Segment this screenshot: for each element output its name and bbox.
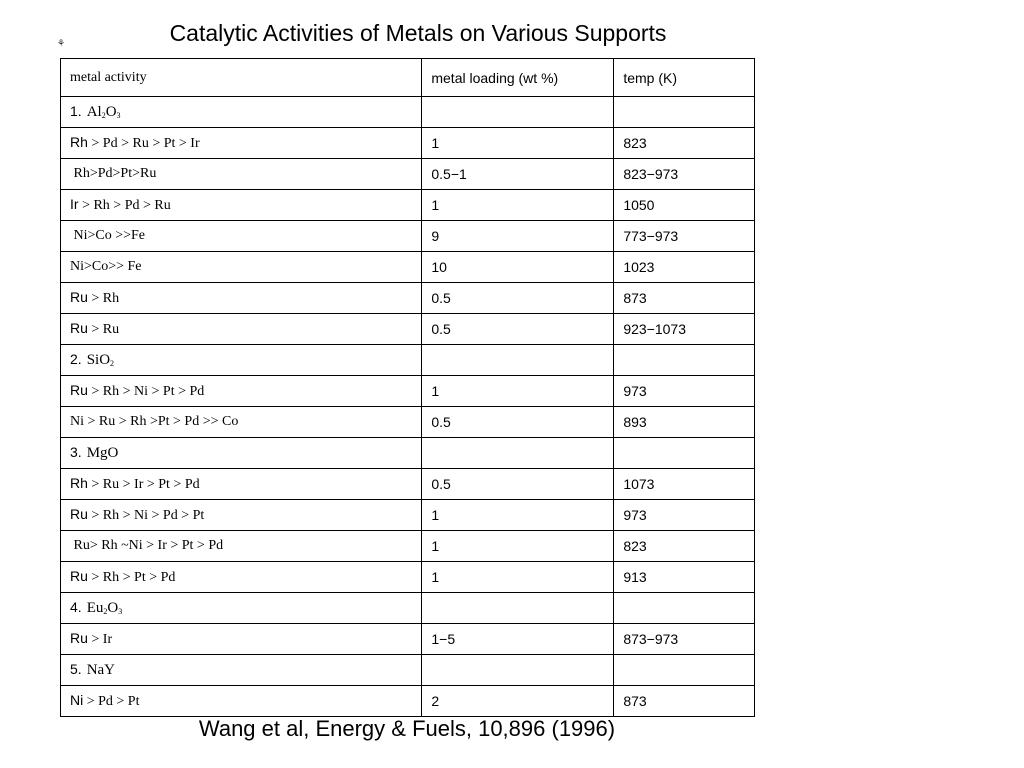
formula-part: SiO (86, 352, 111, 368)
activity-lead-metal: Ru (70, 382, 88, 398)
metal-activity-cell (61, 283, 422, 314)
table-body (61, 59, 755, 717)
temp-cell: 1023 (614, 252, 755, 283)
temp-cell: 973 (614, 376, 755, 407)
activity-lead-metal: Ru (70, 320, 88, 336)
header-metal-loading (422, 59, 614, 97)
temp-cell: 823−973 (614, 159, 755, 190)
temp-cell: 913 (614, 562, 755, 593)
activity-lead-metal: Ru (70, 506, 88, 522)
activity-lead-metal: Ru (70, 630, 88, 646)
activity-lead-metal: Ru (70, 289, 88, 305)
section-number: 2. (70, 351, 82, 367)
support-formula (87, 445, 119, 461)
table-row (61, 686, 755, 717)
metal-loading-cell: 1 (422, 500, 614, 531)
activity-lead-metal: Rh (70, 134, 88, 150)
metal-activity-cell (61, 469, 422, 500)
section-row (61, 345, 755, 376)
temp-cell: 773−973 (614, 221, 755, 252)
support-formula (87, 104, 121, 120)
activity-lead-metal: Ru (70, 568, 88, 584)
activity-lead-metal: Ir (70, 196, 79, 212)
metal-loading-cell: 1−5 (422, 624, 614, 655)
table-header-row (61, 59, 755, 97)
activity-lead-metal: Rh (70, 475, 88, 491)
formula-part: Eu (86, 600, 104, 616)
activity-order: > Rh > Pd > Ru (78, 198, 171, 213)
catalytic-activity-table (60, 58, 755, 717)
metal-loading-cell: 1 (422, 531, 614, 562)
metal-activity-cell (61, 407, 422, 438)
formula-part: Al (86, 104, 102, 120)
metal-loading-cell: 0.5 (422, 407, 614, 438)
temp-cell: 923−1073 (614, 314, 755, 345)
section-label (61, 97, 422, 128)
section-row (61, 97, 755, 128)
formula-subscript: 2 (103, 607, 108, 616)
table-row (61, 500, 755, 531)
header-metal-loading-text: metal loading (wt %) (431, 69, 559, 86)
section-number: 1. (70, 103, 82, 119)
section-loading-cell (422, 655, 614, 686)
metal-activity-cell (61, 128, 422, 159)
section-temp-cell (614, 593, 755, 624)
formula-subscript: 2 (101, 111, 106, 120)
section-number: 4. (70, 599, 82, 615)
table-row (61, 407, 755, 438)
table-row (61, 190, 755, 221)
table-row (61, 562, 755, 593)
temp-cell: 893 (614, 407, 755, 438)
metal-loading-cell: 1 (422, 376, 614, 407)
activity-order: > Ru (87, 322, 120, 337)
section-label (61, 438, 422, 469)
activity-order: > Pd > Pt (83, 694, 140, 709)
activity-lead-metal: Ni (70, 692, 84, 708)
metal-loading-cell: 1 (422, 128, 614, 159)
activity-order: Rh>Pd>Pt>Ru (70, 166, 157, 181)
section-temp-cell (614, 438, 755, 469)
metal-loading-cell: 1 (422, 562, 614, 593)
section-temp-cell (614, 655, 755, 686)
section-temp-cell (614, 97, 755, 128)
metal-loading-cell: 0.5 (422, 314, 614, 345)
metal-activity-cell (61, 159, 422, 190)
section-row (61, 438, 755, 469)
activity-order: > Rh > Ni > Pd > Pt (87, 508, 205, 523)
metal-activity-cell (61, 376, 422, 407)
metal-activity-cell (61, 686, 422, 717)
section-loading-cell (422, 97, 614, 128)
metal-activity-cell (61, 531, 422, 562)
activity-order: Ru> Rh ~Ni > Ir > Pt > Pd (70, 538, 224, 553)
table-row (61, 531, 755, 562)
temp-cell: 1073 (614, 469, 755, 500)
table-row (61, 314, 755, 345)
temp-cell: 823 (614, 531, 755, 562)
metal-loading-cell: 2 (422, 686, 614, 717)
support-formula (87, 600, 123, 616)
bullet-glyph-icon: ⚘ (57, 39, 66, 49)
section-temp-cell (614, 345, 755, 376)
table-row (61, 252, 755, 283)
section-label (61, 655, 422, 686)
section-number: 5. (70, 661, 82, 677)
support-formula (87, 662, 115, 678)
metal-activity-cell (61, 252, 422, 283)
temp-cell: 823 (614, 128, 755, 159)
table-row (61, 283, 755, 314)
metal-loading-cell: 0.5 (422, 283, 614, 314)
formula-part: MgO (86, 445, 119, 461)
section-row (61, 593, 755, 624)
temp-cell: 873 (614, 283, 755, 314)
section-label (61, 345, 422, 376)
metal-loading-cell: 10 (422, 252, 614, 283)
section-row (61, 655, 755, 686)
activity-order: > Rh (87, 291, 120, 306)
activity-order: > Pd > Ru > Pt > Ir (87, 136, 200, 151)
formula-subscript: 2 (110, 359, 115, 368)
section-number: 3. (70, 444, 82, 460)
metal-activity-cell (61, 221, 422, 252)
temp-cell: 1050 (614, 190, 755, 221)
metal-activity-cell (61, 500, 422, 531)
table-row (61, 376, 755, 407)
metal-activity-cell (61, 624, 422, 655)
table-row (61, 624, 755, 655)
activity-order: > Ru > Ir > Pt > Pd (87, 477, 200, 492)
metal-loading-cell: 9 (422, 221, 614, 252)
section-label (61, 593, 422, 624)
section-loading-cell (422, 345, 614, 376)
activity-order: Ni>Co >>Fe (70, 228, 146, 243)
formula-subscript: 3 (116, 111, 121, 120)
section-loading-cell (422, 593, 614, 624)
section-loading-cell (422, 438, 614, 469)
header-metal-activity: metal activity (61, 59, 422, 97)
metal-loading-cell: 1 (422, 190, 614, 221)
metal-activity-cell (61, 314, 422, 345)
table-row (61, 128, 755, 159)
table-row (61, 159, 755, 190)
support-formula (87, 352, 114, 368)
metal-loading-cell: 0.5 (422, 469, 614, 500)
activity-order: > Ir (87, 632, 113, 647)
table-row (61, 469, 755, 500)
slide-title: Catalytic Activities of Metals on Various Supports (169, 20, 667, 46)
activity-order: > Rh > Ni > Pt > Pd (87, 384, 205, 399)
formula-subscript: 3 (118, 607, 123, 616)
activity-order: Ni>Co>> Fe (70, 259, 142, 274)
formula-part: O (105, 104, 117, 120)
formula-part: NaY (86, 662, 116, 678)
header-temp: temp (K) (614, 59, 755, 97)
metal-activity-cell (61, 190, 422, 221)
temp-cell: 973 (614, 500, 755, 531)
temp-cell: 873−973 (614, 624, 755, 655)
table-row (61, 221, 755, 252)
activity-order: > Rh > Pt > Pd (87, 570, 176, 585)
metal-activity-cell (61, 562, 422, 593)
metal-loading-cell: 0.5−1 (422, 159, 614, 190)
formula-part: O (107, 600, 119, 616)
activity-order: Ni > Ru > Rh >Pt > Pd >> Co (70, 414, 239, 429)
temp-cell: 873 (614, 686, 755, 717)
citation: Wang et al, Energy & Fuels, 10,896 (1996) (198, 716, 616, 741)
